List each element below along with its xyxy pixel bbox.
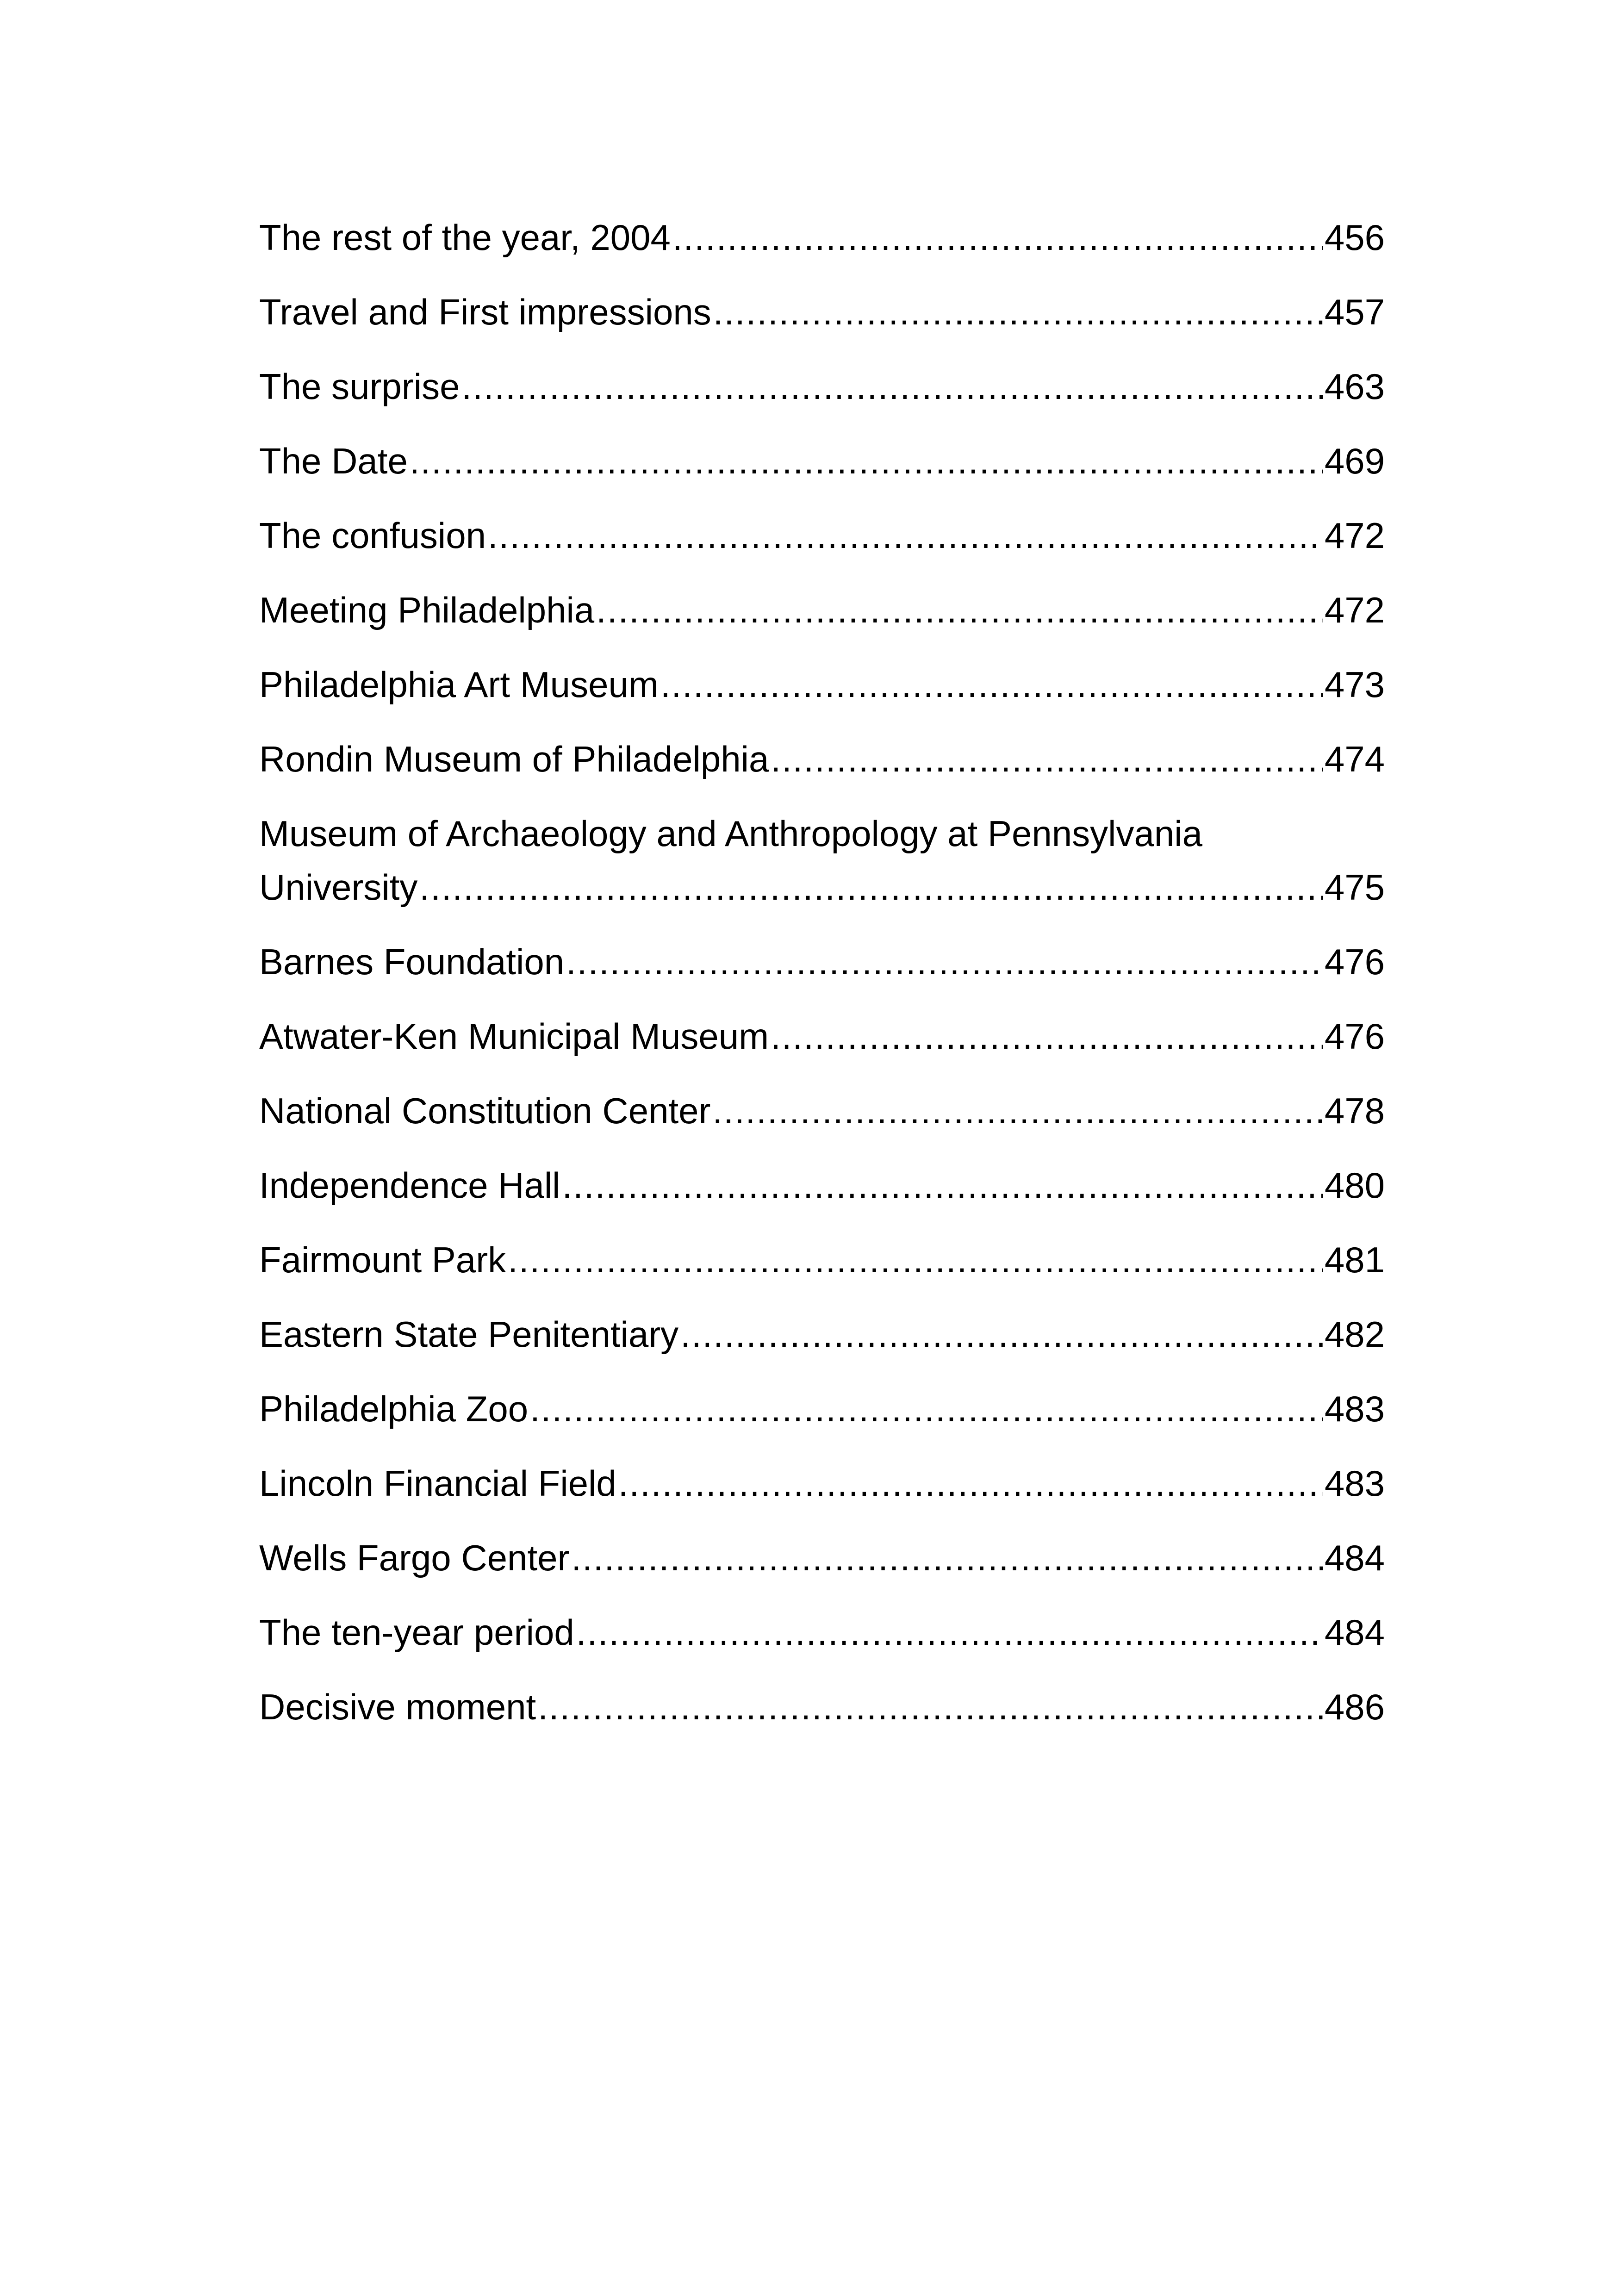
toc-entry[interactable] bbox=[259, 211, 1385, 264]
toc-entry-title: Decisive moment bbox=[259, 1686, 536, 1727]
toc-entry-page: 483 bbox=[1324, 1463, 1385, 1504]
toc-entry-title: The surprise bbox=[259, 366, 460, 407]
toc-entry[interactable] bbox=[259, 1531, 1385, 1585]
toc-entry[interactable] bbox=[259, 658, 1385, 711]
toc-entry[interactable] bbox=[259, 1009, 1385, 1063]
toc-entry-page: 474 bbox=[1324, 739, 1385, 779]
toc-entry-title: The confusion bbox=[259, 515, 486, 556]
toc-entry-page: 456 bbox=[1324, 217, 1385, 258]
dot-leader bbox=[562, 1158, 1323, 1212]
toc-entry[interactable] bbox=[259, 1605, 1385, 1659]
toc-entry-title: Rondin Museum of Philadelphia bbox=[259, 739, 769, 779]
dot-leader bbox=[566, 935, 1323, 989]
toc-entry-page: 484 bbox=[1324, 1612, 1385, 1653]
toc-entry-title: Atwater-Ken Municipal Museum bbox=[259, 1016, 769, 1057]
toc-entry-title: Meeting Philadelphia bbox=[259, 590, 595, 630]
toc-entry-page: 482 bbox=[1324, 1314, 1385, 1355]
dot-leader bbox=[713, 285, 1323, 339]
toc-entry-page: 480 bbox=[1324, 1165, 1385, 1206]
dot-leader bbox=[771, 1009, 1323, 1063]
dot-leader bbox=[680, 1307, 1323, 1361]
toc-entry-title: The Date bbox=[259, 441, 408, 481]
toc-entry-line2 bbox=[259, 860, 1385, 914]
toc-entry-page: 486 bbox=[1324, 1686, 1385, 1727]
toc-entry-page: 457 bbox=[1324, 292, 1385, 332]
toc-entry-page: 475 bbox=[1324, 867, 1385, 908]
dot-leader bbox=[538, 1680, 1323, 1734]
toc-entry[interactable] bbox=[259, 360, 1385, 413]
toc-entry[interactable] bbox=[259, 1456, 1385, 1510]
toc-entry[interactable] bbox=[259, 1307, 1385, 1361]
toc-entry-page: 469 bbox=[1324, 441, 1385, 481]
toc-entry-title: Fairmount Park bbox=[259, 1239, 506, 1280]
toc-entry-title: The rest of the year, 2004 bbox=[259, 217, 671, 258]
toc-entry[interactable] bbox=[259, 807, 1385, 914]
toc-entry[interactable] bbox=[259, 732, 1385, 786]
dot-leader bbox=[462, 360, 1323, 413]
toc-entry-page: 484 bbox=[1324, 1537, 1385, 1578]
toc-entry-page: 476 bbox=[1324, 941, 1385, 982]
toc-entry-title: Wells Fargo Center bbox=[259, 1537, 570, 1578]
toc-entry[interactable] bbox=[259, 509, 1385, 562]
toc-entry-title: Philadelphia Art Museum bbox=[259, 664, 659, 705]
dot-leader bbox=[596, 583, 1323, 637]
dot-leader bbox=[660, 658, 1323, 711]
toc-entry[interactable] bbox=[259, 1084, 1385, 1138]
toc-entry-title: National Constitution Center bbox=[259, 1090, 711, 1131]
toc-entry-title: Lincoln Financial Field bbox=[259, 1463, 616, 1504]
toc-entry-title: Eastern State Penitentiary bbox=[259, 1314, 679, 1355]
toc-entry-page: 472 bbox=[1324, 515, 1385, 556]
toc-entry-title-line1: Museum of Archaeology and Anthropology at Pennsylvania bbox=[259, 813, 1202, 854]
toc-entry-page: 472 bbox=[1324, 590, 1385, 630]
dot-leader bbox=[571, 1531, 1322, 1585]
toc-entry-title: The ten-year period bbox=[259, 1612, 574, 1653]
toc-entry-page: 483 bbox=[1324, 1388, 1385, 1429]
toc-entry-title-line2: University bbox=[259, 867, 418, 908]
toc-entry-page: 478 bbox=[1324, 1090, 1385, 1131]
dot-leader bbox=[771, 732, 1323, 786]
dot-leader bbox=[713, 1084, 1323, 1138]
dot-leader bbox=[618, 1456, 1323, 1510]
toc-entry-title: Independence Hall bbox=[259, 1165, 560, 1206]
toc-entry-title: Travel and First impressions bbox=[259, 292, 711, 332]
toc-entry-title: Barnes Foundation bbox=[259, 941, 565, 982]
dot-leader bbox=[508, 1233, 1323, 1287]
dot-leader bbox=[530, 1382, 1323, 1436]
toc-entry[interactable] bbox=[259, 1233, 1385, 1287]
toc-entry[interactable] bbox=[259, 1158, 1385, 1212]
toc-entry-page: 473 bbox=[1324, 664, 1385, 705]
dot-leader bbox=[488, 509, 1323, 562]
toc-entry-page: 463 bbox=[1324, 366, 1385, 407]
toc-entry[interactable] bbox=[259, 1680, 1385, 1734]
dot-leader bbox=[576, 1605, 1323, 1659]
toc-entry[interactable] bbox=[259, 434, 1385, 488]
toc-entry[interactable] bbox=[259, 1382, 1385, 1436]
dot-leader bbox=[410, 434, 1323, 488]
dot-leader bbox=[672, 211, 1323, 264]
toc-entry[interactable] bbox=[259, 935, 1385, 989]
toc-entry-title: Philadelphia Zoo bbox=[259, 1388, 529, 1429]
toc-entry-page: 476 bbox=[1324, 1016, 1385, 1057]
toc-entry[interactable] bbox=[259, 285, 1385, 339]
toc-entry-page: 481 bbox=[1324, 1239, 1385, 1280]
toc-entry[interactable] bbox=[259, 583, 1385, 637]
table-of-contents bbox=[259, 211, 1385, 1755]
dot-leader bbox=[419, 860, 1322, 914]
